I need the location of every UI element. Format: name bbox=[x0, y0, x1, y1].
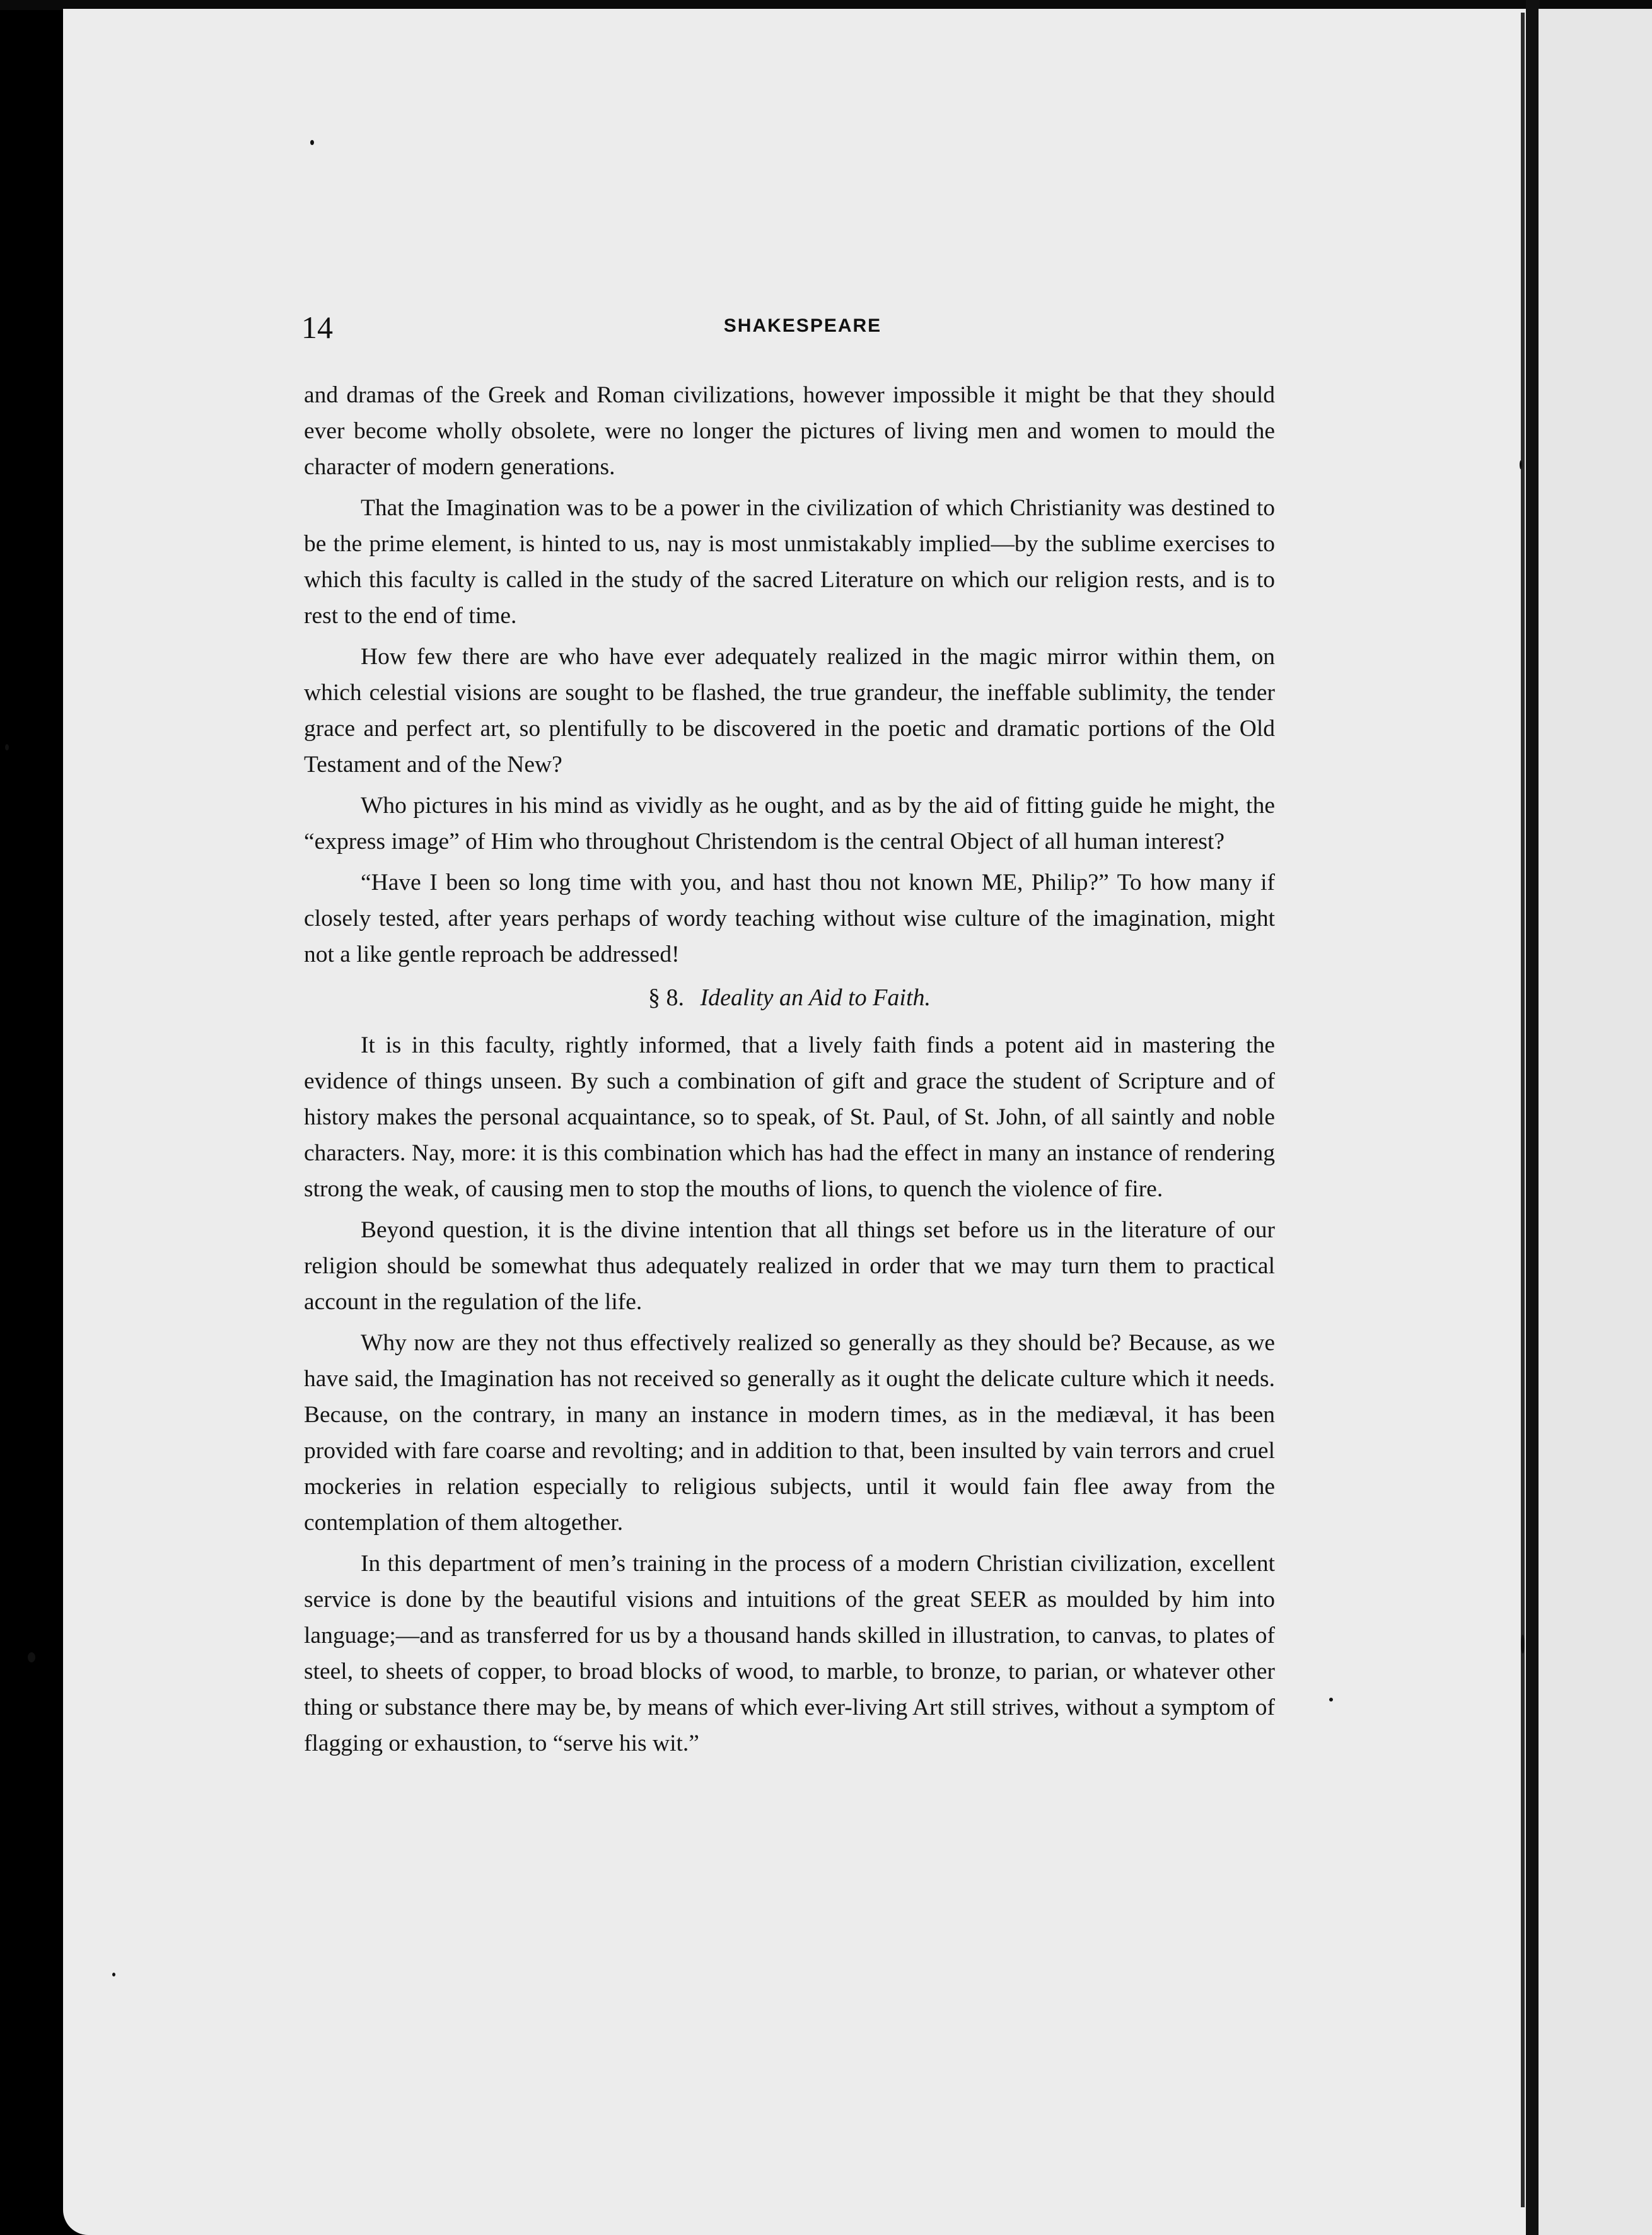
page-body bbox=[304, 377, 1275, 1766]
paragraph: “Have I been so long time with you, and hast thou not known ME, Philip?” To how many if closely tested, after years perhaps of wordy teaching without wise culture of the imagination, might not a like gentle reproach be addressed! bbox=[304, 870, 1275, 967]
facing-page-edge bbox=[1539, 9, 1652, 2235]
scan-speck bbox=[112, 1973, 115, 1976]
scan-speck bbox=[1521, 1635, 1525, 1654]
paragraph: It is in this faculty, rightly informed, that a lively faith finds a potent aid in mastering the evidence of things unseen. By such a combination of gift and grace the student of Scripture and of history makes the personal acquaintance, so to speak, of St. Paul, of St. John, of all saintly and noble characters. Nay, more: it is this combination which has had the effect in many an instance of rendering strong the weak, of causing men to stop the mouths of lions, to quench the violence of fire. bbox=[304, 1032, 1275, 1202]
scan-speck bbox=[1329, 1698, 1333, 1701]
scan-speck bbox=[5, 744, 9, 750]
paragraph: Beyond question, it is the divine intention that all things set before us in the literature of our religion should be somewhat thus adequately realized in order that we may turn them to practical account in the regulation of the life. bbox=[304, 1217, 1275, 1315]
page-number: 14 bbox=[301, 310, 333, 345]
paragraph: How few there are who have ever adequately realized in the magic mirror within them, on which celestial visions are sought to be flashed, the true grandeur, the ineffable sublimity, the tender grace and perfect art, so plentifully to be discovered in the poetic and dramatic portions of the Old Testament and of the New? bbox=[304, 644, 1275, 778]
paragraph: and dramas of the Greek and Roman civilizations, however impossible it might be that they should ever become wholly obsolete, were no longer the pictures of living men and women to mould the character of modern generations. bbox=[304, 382, 1275, 480]
book-gutter bbox=[1526, 0, 1540, 2235]
section-title: Ideality an Aid to Faith. bbox=[700, 984, 931, 1011]
paragraph: Who pictures in his mind as vividly as he ought, and as by the aid of fitting guide he might, the “express image” of Him who throughout Christendom is the central Object of all human interest? bbox=[304, 793, 1275, 855]
page-edge-shadow bbox=[1521, 13, 1525, 2207]
running-head: SHAKESPEARE bbox=[723, 315, 882, 336]
page-header bbox=[301, 309, 1279, 347]
scan-speck bbox=[310, 140, 314, 145]
section-heading bbox=[304, 980, 1275, 1016]
section-number: § 8. bbox=[648, 984, 684, 1011]
paragraph: That the Imagination was to be a power in the civilization of which Christianity was destined to be the prime element, is hinted to us, nay is most unmistakably implied—by the sublime exercises to which this faculty is called in the study of the sacred Literature on which our religion rests, and is to rest to the end of time. bbox=[304, 495, 1275, 629]
scan-speck bbox=[1520, 460, 1522, 469]
paragraph: In this department of men’s training in the process of a modern Christian civilization, excellent service is done by the beautiful visions and intuitions of the great SEER as moulded by him into language;—and as transferred for us by a thousand hands skilled in illustration, to canvas, to plates of steel, to sheets of copper, to broad blocks of wood, to marble, to bronze, to parian, or whatever other thing or substance there may be, by means of which ever-living Art still strives, without a symptom of flagging or exhaustion, to “serve his wit.” bbox=[304, 1551, 1275, 1756]
paragraph: Why now are they not thus effectively realized so generally as they should be? Because, as we have said, the Imagination has not received so generally as it ought the delicate culture which it needs. Because, on the contrary, in many an instance in modern times, as in the mediæval, it has been provided with fare coarse and revolting; and in addition to that, been insulted by vain terrors and cruel mockeries in relation especially to religious subjects, until it would fain flee away from the contemplation of them altogether. bbox=[304, 1330, 1275, 1536]
scan-speck bbox=[28, 1652, 35, 1662]
